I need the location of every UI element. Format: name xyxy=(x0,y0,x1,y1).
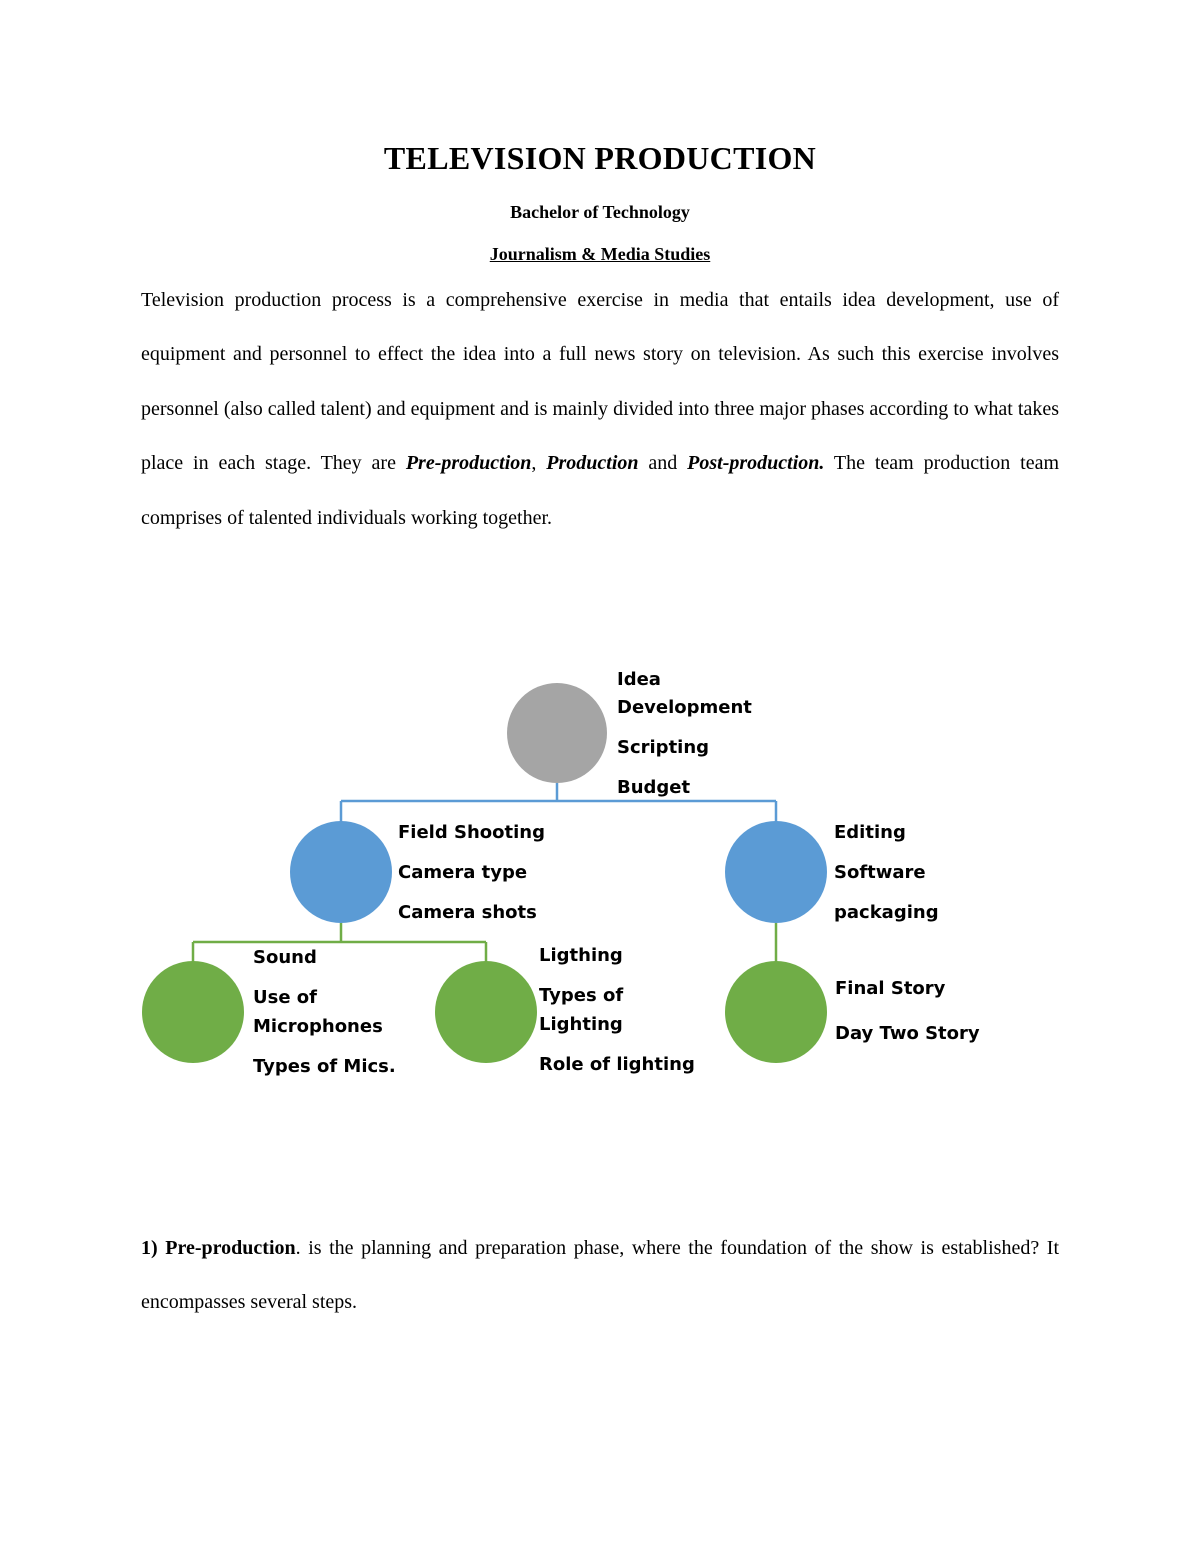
document-title: TELEVISION PRODUCTION xyxy=(383,140,817,176)
intro-text: Television production process is a comprehensive exercise in media that entails idea development, use of equipment and personnel to effect the idea into a full news story on television. As such this exercise involves personnel (also called talent) and equipment and is mainly divided into three major phases according to what takes place in each stage. They are xyxy=(141,289,1059,475)
phase-post-production: Post-production. xyxy=(687,452,825,475)
post-production-label: Software xyxy=(834,862,926,883)
root-label: Idea xyxy=(617,669,661,690)
lighting-label: Lighting xyxy=(539,1014,623,1035)
degree-subtitle: Bachelor of Technology xyxy=(510,202,690,222)
production-node xyxy=(290,821,392,923)
final-story-label: Day Two Story xyxy=(835,1023,980,1044)
sound-label: Use of xyxy=(253,987,318,1008)
separator: and xyxy=(638,452,688,475)
final-story-node xyxy=(725,961,827,1063)
section-number: 1) xyxy=(141,1237,158,1259)
lighting-label: Ligthing xyxy=(539,945,623,966)
production-label: Camera type xyxy=(398,862,528,883)
lighting-label: Types of xyxy=(539,985,624,1006)
root-connector xyxy=(341,783,776,822)
production-label: Camera shots xyxy=(398,902,537,923)
root-label: Development xyxy=(617,697,752,718)
section-text: . is the planning and preparation phase, where the foundation of the show is established? It encompasses several steps. xyxy=(141,1237,1059,1314)
root-label: Budget xyxy=(617,777,691,798)
phase-production: Production xyxy=(546,452,639,475)
sound-label: Sound xyxy=(253,947,317,968)
separator: , xyxy=(531,452,547,475)
intro-text-end: The team production team comprises of talented individuals working together. xyxy=(141,452,1059,529)
lighting-node xyxy=(435,961,537,1063)
production-label: Field Shooting xyxy=(398,822,545,843)
department-subtitle: Journalism & Media Studies xyxy=(489,244,711,264)
post-production-label: packaging xyxy=(834,902,939,923)
phase-pre-production: Pre-production xyxy=(405,452,532,475)
lighting-label: Role of lighting xyxy=(539,1054,695,1075)
section-heading: Pre-production xyxy=(165,1237,296,1259)
final-story-label: Final Story xyxy=(835,978,946,999)
sound-node xyxy=(142,961,244,1063)
post-production-node xyxy=(725,821,827,923)
sound-label: Types of Mics. xyxy=(253,1056,396,1077)
root-label: Scripting xyxy=(617,737,710,758)
post-production-label: Editing xyxy=(834,822,906,843)
root-node xyxy=(507,683,607,783)
section-pre-production xyxy=(141,1221,1059,1330)
sound-label: Microphones xyxy=(253,1016,383,1037)
production-connector xyxy=(193,923,486,962)
